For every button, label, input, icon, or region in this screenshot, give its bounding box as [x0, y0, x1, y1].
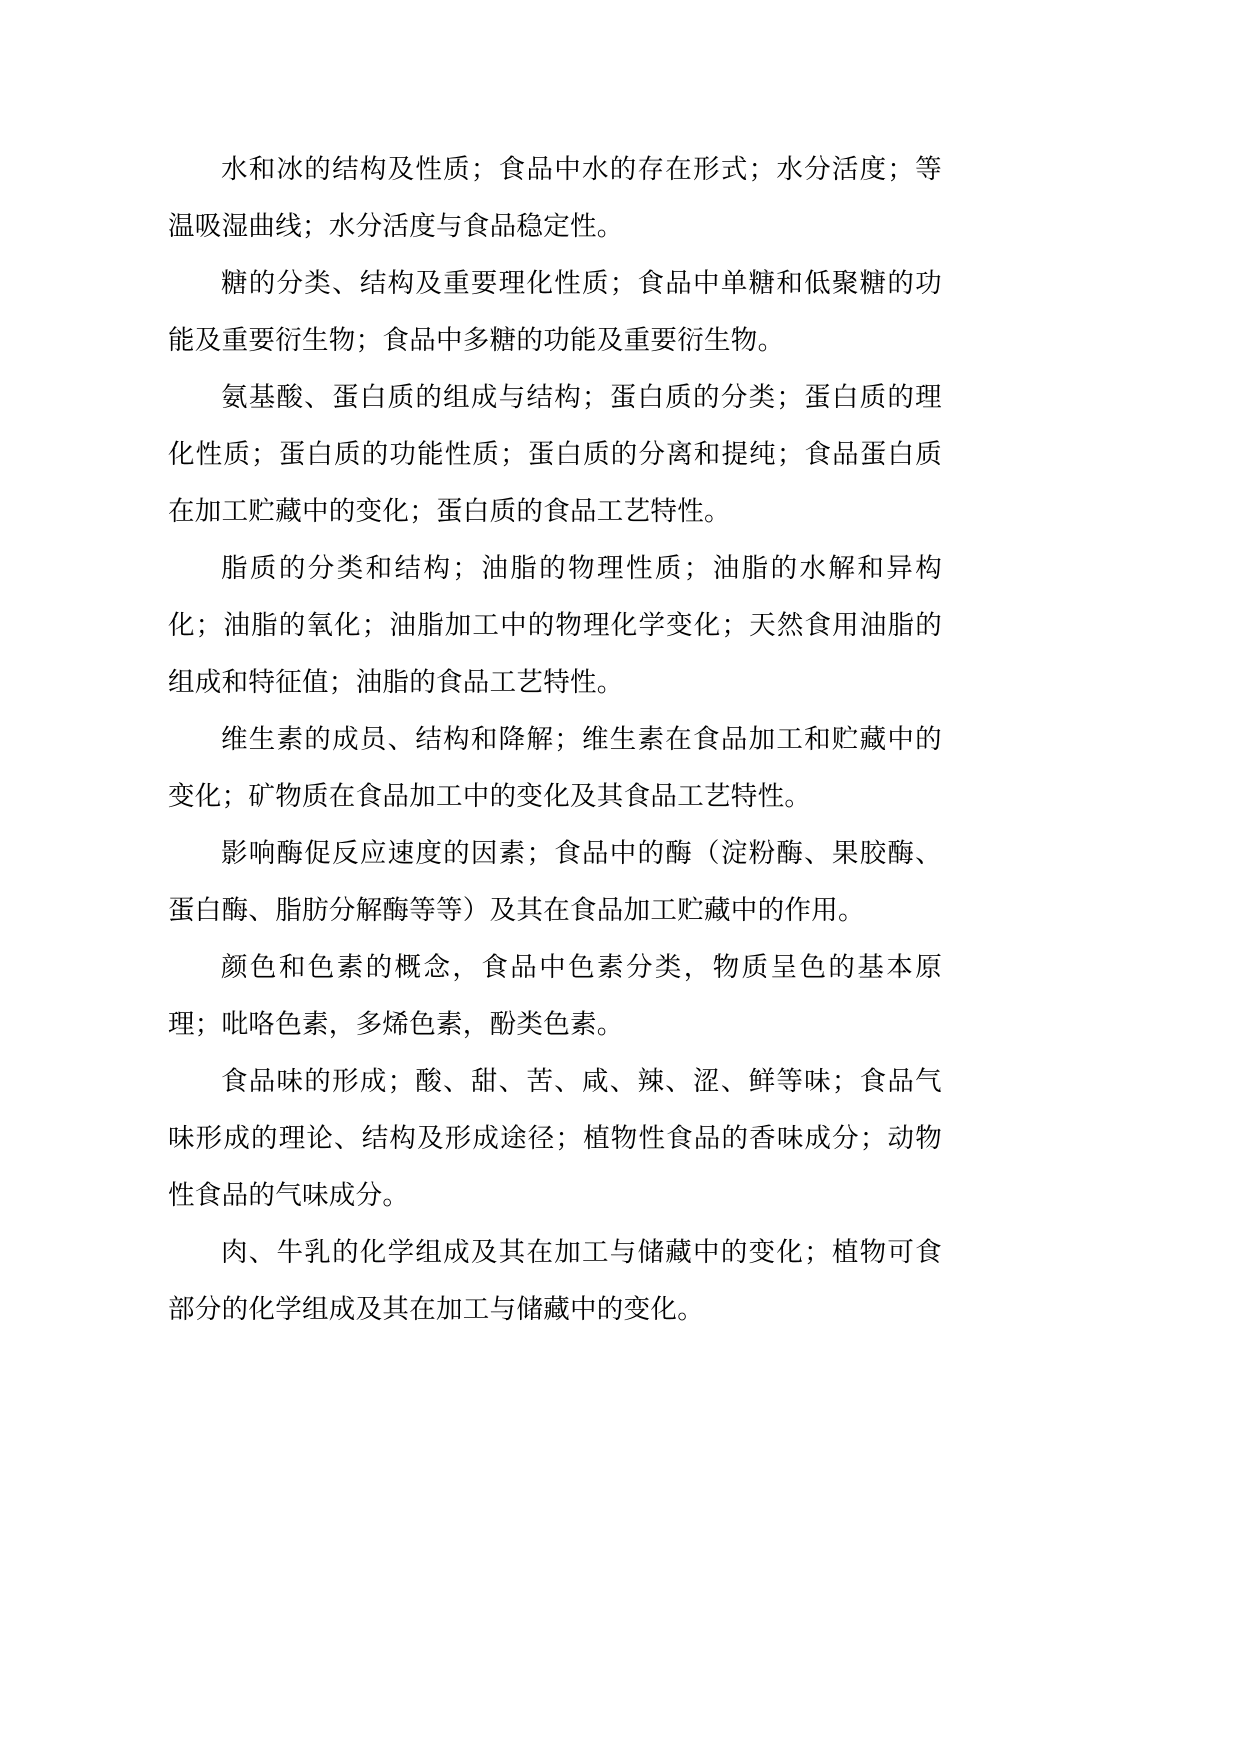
- paragraph-vitamin-mineral: 维生素的成员、结构和降解；维生素在食品加工和贮藏中的变化；矿物质在食品加工中的变化及其食品工艺特性。: [168, 724, 942, 812]
- paragraph-enzyme: 影响酶促反应速度的因素；食品中的酶（淀粉酶、果胶酶、蛋白酶、脂肪分解酶等等）及其在食品加工贮藏中的作用。: [168, 838, 942, 926]
- paragraph-protein: 氨基酸、蛋白质的组成与结构；蛋白质的分类；蛋白质的理化性质；蛋白质的功能性质；蛋白质的分离和提纯；食品蛋白质在加工贮藏中的变化；蛋白质的食品工艺特性。: [168, 382, 942, 527]
- paragraph-water: 水和冰的结构及性质；食品中水的存在形式；水分活度；等温吸湿曲线；水分活度与食品稳定性。: [168, 154, 942, 242]
- paragraph-lipid: 脂质的分类和结构；油脂的物理性质；油脂的水解和异构化；油脂的氧化；油脂加工中的物理化学变化；天然食用油脂的组成和特征值；油脂的食品工艺特性。: [168, 553, 942, 698]
- paragraph-pigment: 颜色和色素的概念，食品中色素分类，物质呈色的基本原理；吡咯色素，多烯色素，酚类色素。: [168, 952, 942, 1040]
- paragraph-sugar: 糖的分类、结构及重要理化性质；食品中单糖和低聚糖的功能及重要衍生物；食品中多糖的功能及重要衍生物。: [168, 268, 942, 356]
- paragraph-flavor: 食品味的形成；酸、甜、苦、咸、辣、涩、鲜等味；食品气味形成的理论、结构及形成途径；植物性食品的香味成分；动物性食品的气味成分。: [168, 1066, 942, 1211]
- document-page: [168, 141, 942, 1338]
- paragraph-food-composition: 肉、牛乳的化学组成及其在加工与储藏中的变化；植物可食部分的化学组成及其在加工与储藏中的变化。: [168, 1237, 942, 1325]
